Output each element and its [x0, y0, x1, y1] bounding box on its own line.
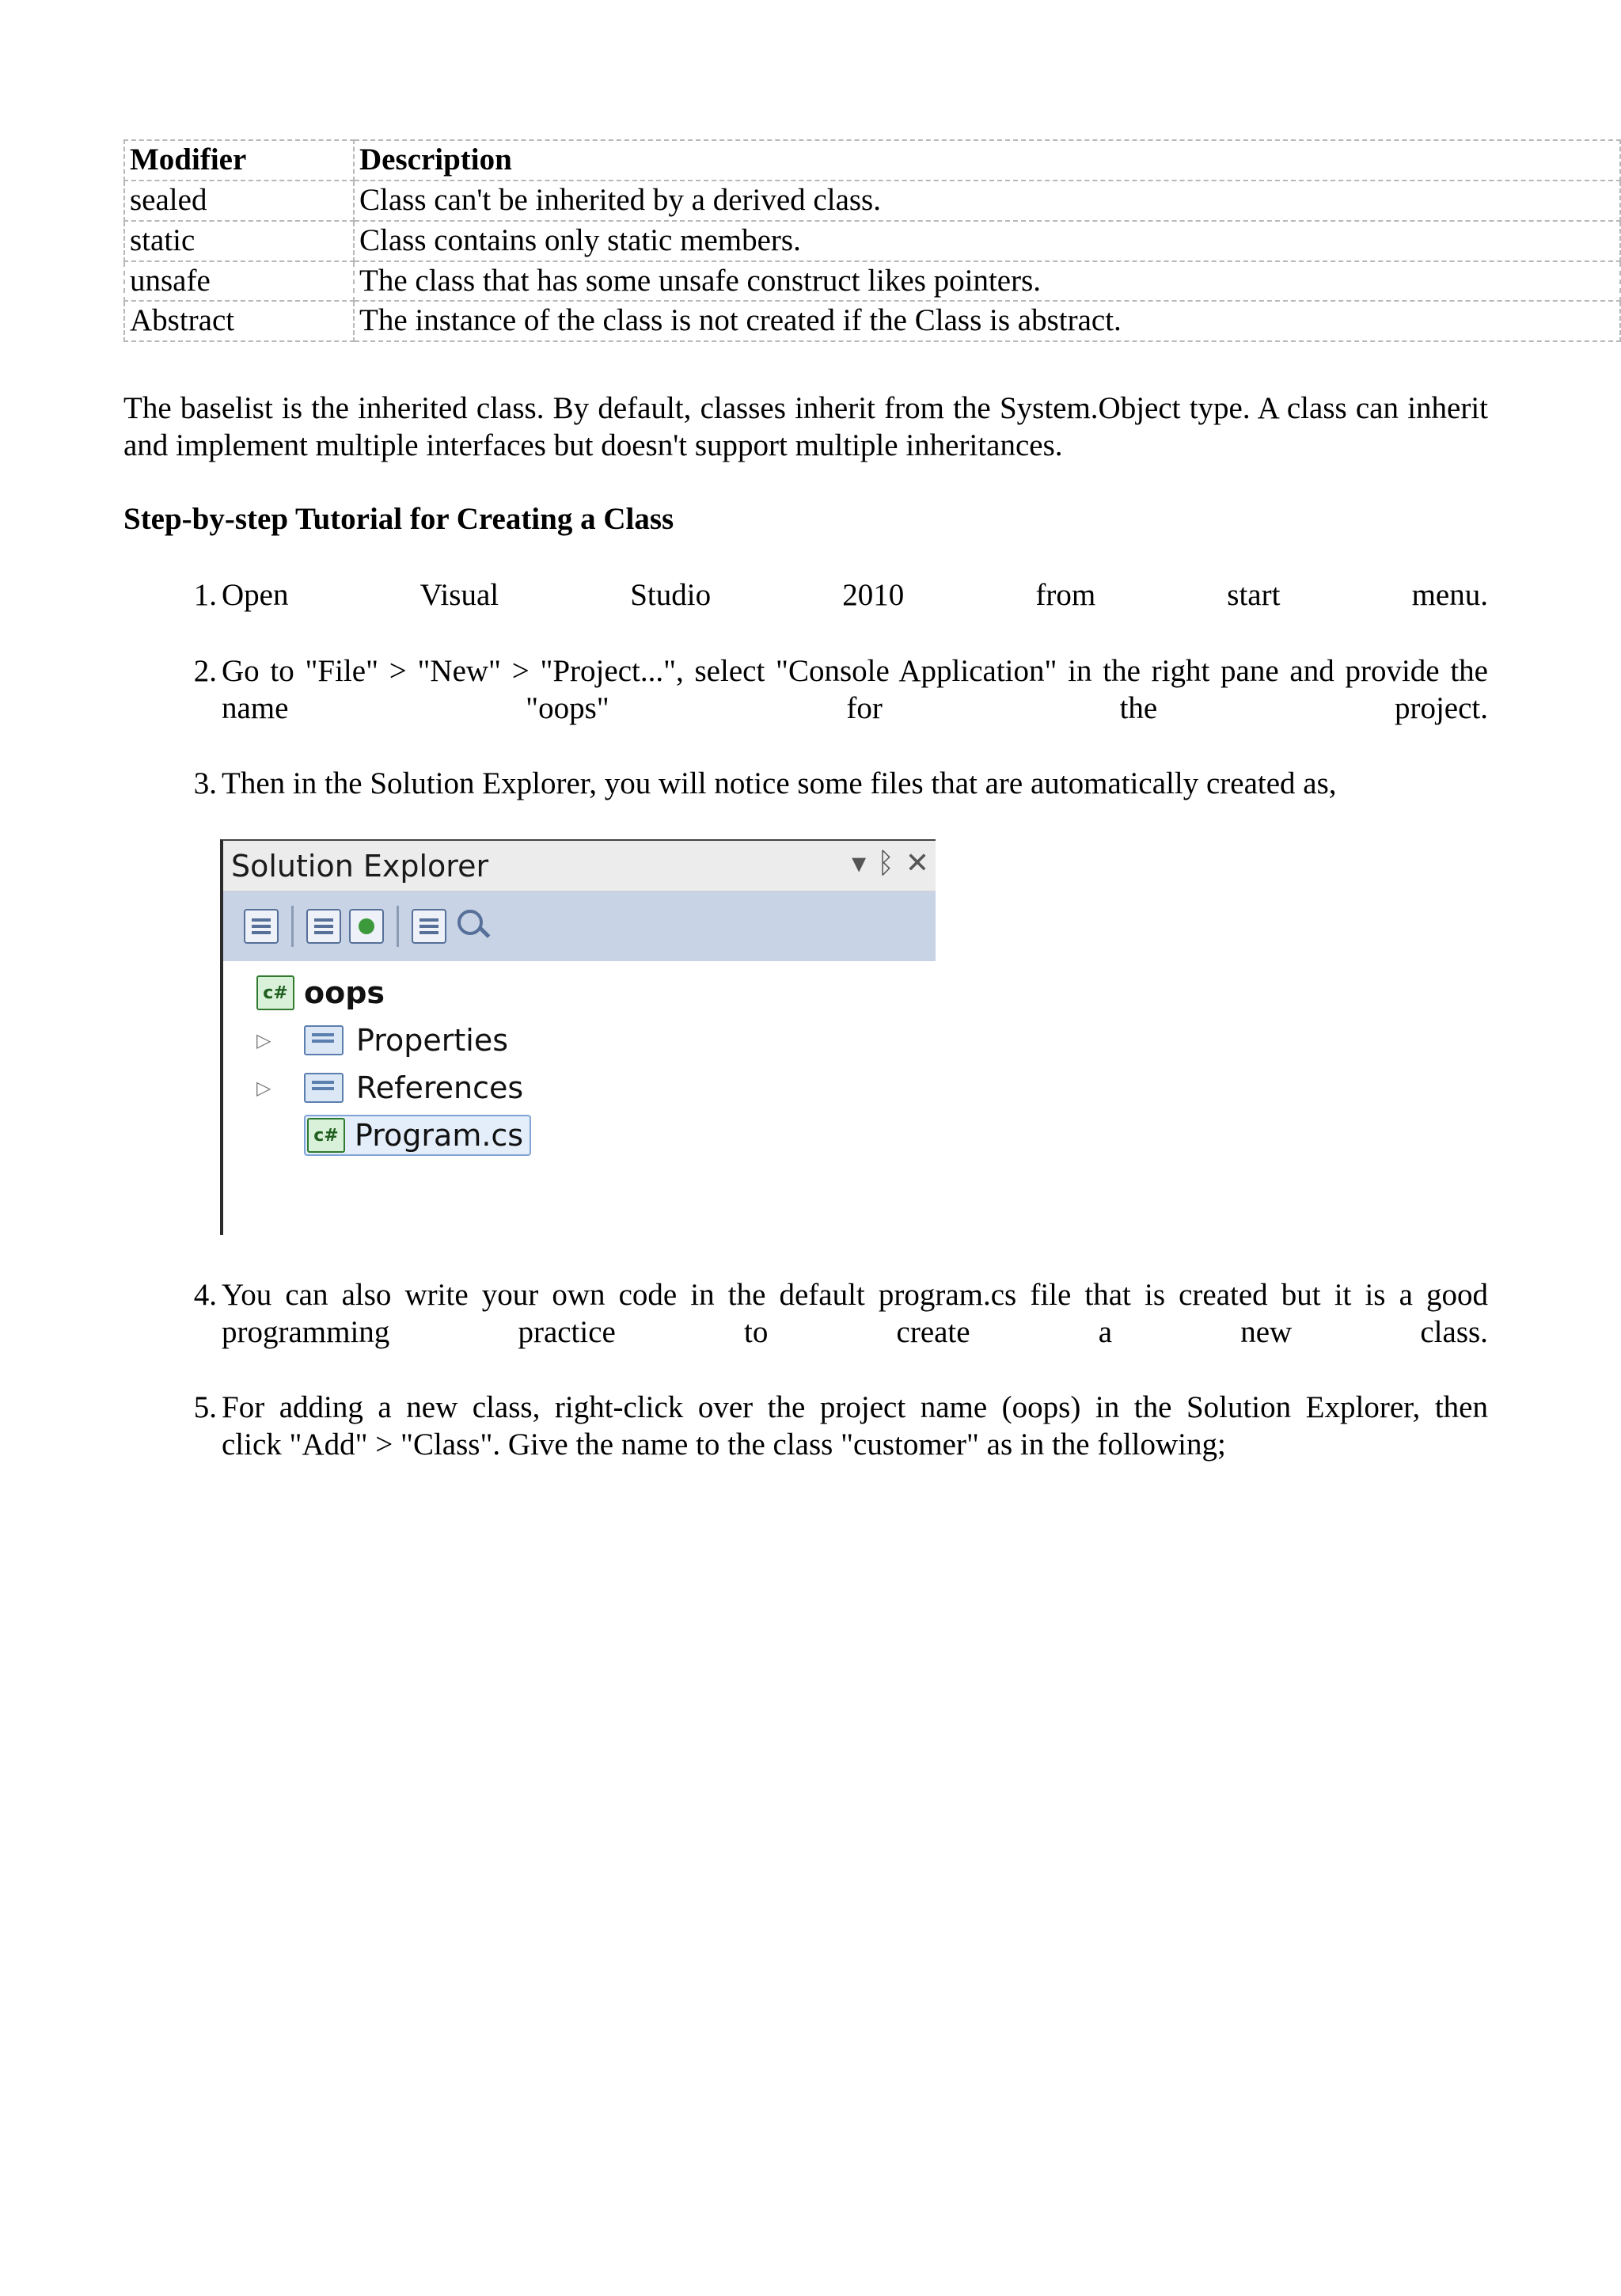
tree-item-references[interactable]: [223, 1064, 936, 1112]
step-word: Visual: [419, 578, 499, 612]
step-word: start: [1227, 578, 1281, 612]
refresh-icon[interactable]: [349, 909, 384, 944]
modifier-table: [123, 139, 1621, 342]
step-word: class.: [1420, 1315, 1488, 1349]
solution-explorer-screenshot: [220, 839, 936, 1235]
step-word: a: [1098, 1315, 1113, 1349]
table-header-description: Description: [354, 140, 1620, 181]
step-text-line: click "Add" > "Class". Give the name to the class "customer" as in the following;: [222, 1427, 1226, 1462]
step-word: programming: [222, 1315, 390, 1349]
step-word: Open: [222, 578, 289, 612]
table-row: [124, 301, 1620, 341]
tree-item-properties[interactable]: [223, 1017, 936, 1064]
tree-item-oops[interactable]: [223, 969, 936, 1017]
step-number: 5.: [193, 1390, 217, 1424]
pin-icon[interactable]: ᛒ: [877, 847, 894, 880]
step-text-line: [222, 576, 1488, 614]
properties-icon[interactable]: [244, 909, 279, 944]
table-cell-description: Class contains only static members.: [354, 221, 1620, 261]
step-text-line: [222, 690, 1488, 727]
section-heading: Step-by-step Tutorial for Creating a Class: [123, 502, 674, 536]
table-header-row: [124, 140, 1620, 181]
solution-explorer-title: Solution Explorer: [231, 848, 489, 884]
step-word: to: [744, 1315, 769, 1349]
references-folder-icon: [304, 1073, 344, 1103]
table-cell-modifier: static: [124, 221, 354, 261]
table-cell-modifier: sealed: [124, 181, 354, 221]
table-cell-modifier: Abstract: [124, 301, 354, 341]
step-number: 2.: [193, 654, 217, 688]
table-cell-description: Class can't be inherited by a derived class.: [354, 181, 1620, 221]
table-header-modifier: Modifier: [124, 140, 354, 181]
step-word: new: [1240, 1315, 1293, 1349]
step-word: name: [222, 691, 289, 725]
solution-explorer-toolbar: [223, 891, 936, 961]
table-cell-description: The instance of the class is not created if the Class is abstract.: [354, 301, 1620, 341]
step-number: 3.: [193, 766, 217, 800]
table-cell-modifier: unsafe: [124, 261, 354, 302]
step-text-line: You can also write your own code in the default program.cs file that is created but it is a good: [222, 1278, 1488, 1312]
step-number: 1.: [193, 578, 217, 612]
properties-folder-icon: [304, 1025, 344, 1055]
view-code-icon[interactable]: [412, 909, 446, 944]
step-word: the: [1119, 691, 1158, 725]
toolbar-separator: [291, 906, 294, 947]
table-row: [124, 181, 1620, 221]
show-all-files-icon[interactable]: [306, 909, 341, 944]
toolbar-separator: [397, 906, 399, 947]
step-word: 2010: [842, 578, 905, 612]
step-text-line: Then in the Solution Explorer, you will notice some files that are automatically created as,: [222, 766, 1337, 800]
tree-item-program-cs[interactable]: [223, 1112, 936, 1159]
tree-item-label: Program.cs: [355, 1118, 524, 1153]
close-icon[interactable]: ✕: [905, 847, 929, 880]
step-word: "oops": [526, 691, 609, 725]
solution-tree: [223, 961, 936, 1159]
step-word: Studio: [630, 578, 712, 612]
step-text-line: Go to "File" > "New" > "Project...", select "Console Application" in the right pane and provide the: [222, 654, 1488, 688]
table-cell-description: The class that has some unsafe construct likes pointers.: [354, 261, 1620, 302]
intro-paragraph: The baselist is the inherited class. By default, classes inherit from the System.Object type. A class can inherit and implement multiple interfaces but doesn't support multiple inheritances.: [123, 391, 1488, 462]
tree-item-label: References: [356, 1070, 524, 1105]
step-text-line: For adding a new class, right-click over the project name (oops) in the Solution Explorer, then: [222, 1390, 1488, 1424]
expand-arrow-icon[interactable]: ▷: [256, 1029, 271, 1051]
table-row: [124, 221, 1620, 261]
step-word: menu.: [1411, 578, 1488, 612]
step-word: for: [846, 691, 883, 725]
tree-item-label: oops: [304, 975, 385, 1010]
class-diagram-icon[interactable]: [454, 907, 494, 946]
step-word: from: [1035, 578, 1096, 612]
table-row: [124, 261, 1620, 302]
solution-explorer-titlebar: [223, 841, 936, 891]
dropdown-arrow-icon[interactable]: ▾: [852, 847, 867, 880]
selected-item-highlight: [304, 1115, 531, 1156]
tree-item-label: Properties: [356, 1023, 509, 1058]
step-word: practice: [518, 1315, 616, 1349]
step-number: 4.: [193, 1278, 217, 1312]
expand-arrow-icon[interactable]: ▷: [256, 1077, 271, 1099]
step-text-line: [222, 1313, 1488, 1351]
csharp-file-icon: c#: [307, 1118, 345, 1153]
step-word: project.: [1394, 691, 1488, 725]
step-word: create: [896, 1315, 970, 1349]
window-controls: [852, 847, 929, 880]
csharp-project-icon: c#: [256, 975, 294, 1010]
